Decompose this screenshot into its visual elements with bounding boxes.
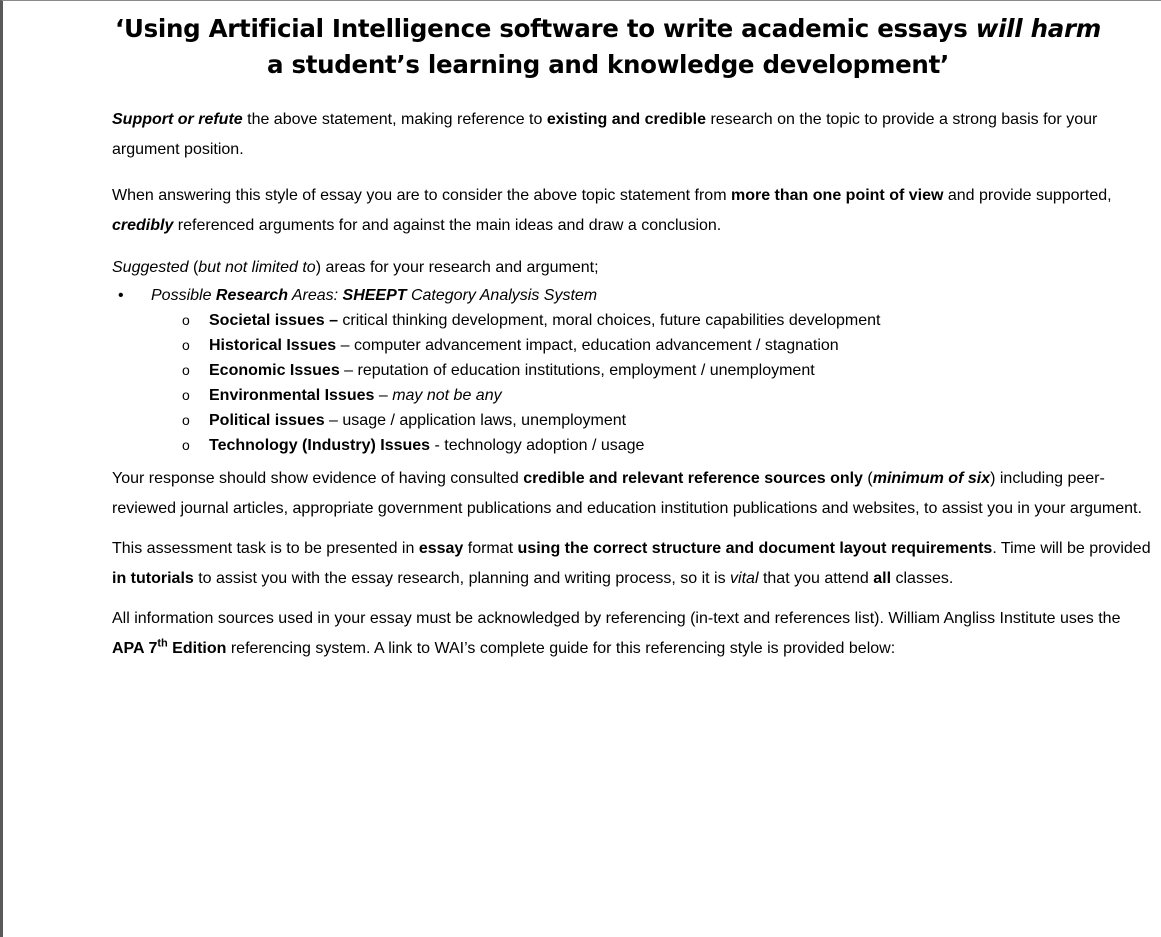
list-item: o Societal issues – critical thinking development, moral choices, future capabilities development: [151, 308, 1152, 333]
viewpoint-paragraph: When answering this style of essay you are to consider the above topic statement from more than one point of view and provide supported, credibly referenced arguments for and against the main ideas and draw a conclusion.: [112, 187, 1112, 234]
list-item: o Economic Issues – reputation of education institutions, employment / unemployment: [151, 358, 1152, 383]
list-item: • Possible Research Areas: SHEEPT Category Analysis System o Societal issues – critical thinking development, moral choices, future capabilities development o Historical Issues – computer advancement impact, education advancement / stagnation o Economic Issues – reputation of education institutions, employment / unemployment o Environmental Issues – may not be any o Political issues – usage / application laws, unemployment o Technology (Industry) Issues - technology adoption / usage: [112, 283, 1152, 458]
sheept-categories-list: [151, 308, 1152, 458]
research-areas-list: [112, 283, 1152, 458]
suggested-areas-intro: Suggested (but not limited to) areas for your research and argument;: [112, 259, 599, 276]
circle-bullet-icon: o: [182, 337, 190, 353]
referencing-paragraph: All information sources used in your essay must be acknowledged by referencing (in-text and references list). William Angliss Institute uses the APA 7th Edition referencing system. A link to WAI’s complete guide for this referencing style is provided below:: [112, 610, 1121, 657]
bullet-icon: •: [118, 287, 124, 304]
list-item: o Technology (Industry) Issues - technology adoption / usage: [151, 433, 1152, 458]
list-item: o Environmental Issues – may not be any: [151, 383, 1152, 408]
instruction-paragraph: Support or refute the above statement, making reference to existing and credible research on the topic to provide a strong basis for your argument position.: [112, 111, 1098, 158]
list-item: o Political issues – usage / application laws, unemployment: [151, 408, 1152, 433]
sources-paragraph: Your response should show evidence of having consulted credible and relevant reference sources only (minimum of six) including peer-reviewed journal articles, appropriate government publications and education institution publications and websites, to assist you in your argument.: [112, 470, 1142, 517]
circle-bullet-icon: o: [182, 362, 190, 378]
list-item: o Historical Issues – computer advancement impact, education advancement / stagnation: [151, 333, 1152, 358]
circle-bullet-icon: o: [182, 437, 190, 453]
circle-bullet-icon: o: [182, 412, 190, 428]
circle-bullet-icon: o: [182, 312, 190, 328]
document-content: [112, 11, 1152, 664]
essay-title: ‘Using Artificial Intelligence software to write academic essays will harm a student’s learning and knowledge development’: [115, 14, 1101, 79]
circle-bullet-icon: o: [182, 387, 190, 403]
format-paragraph: This assessment task is to be presented in essay format using the correct structure and document layout requirements. Time will be provided in tutorials to assist you with the essay research, planning and writing process, so it is vital that you attend all classes.: [112, 540, 1151, 587]
